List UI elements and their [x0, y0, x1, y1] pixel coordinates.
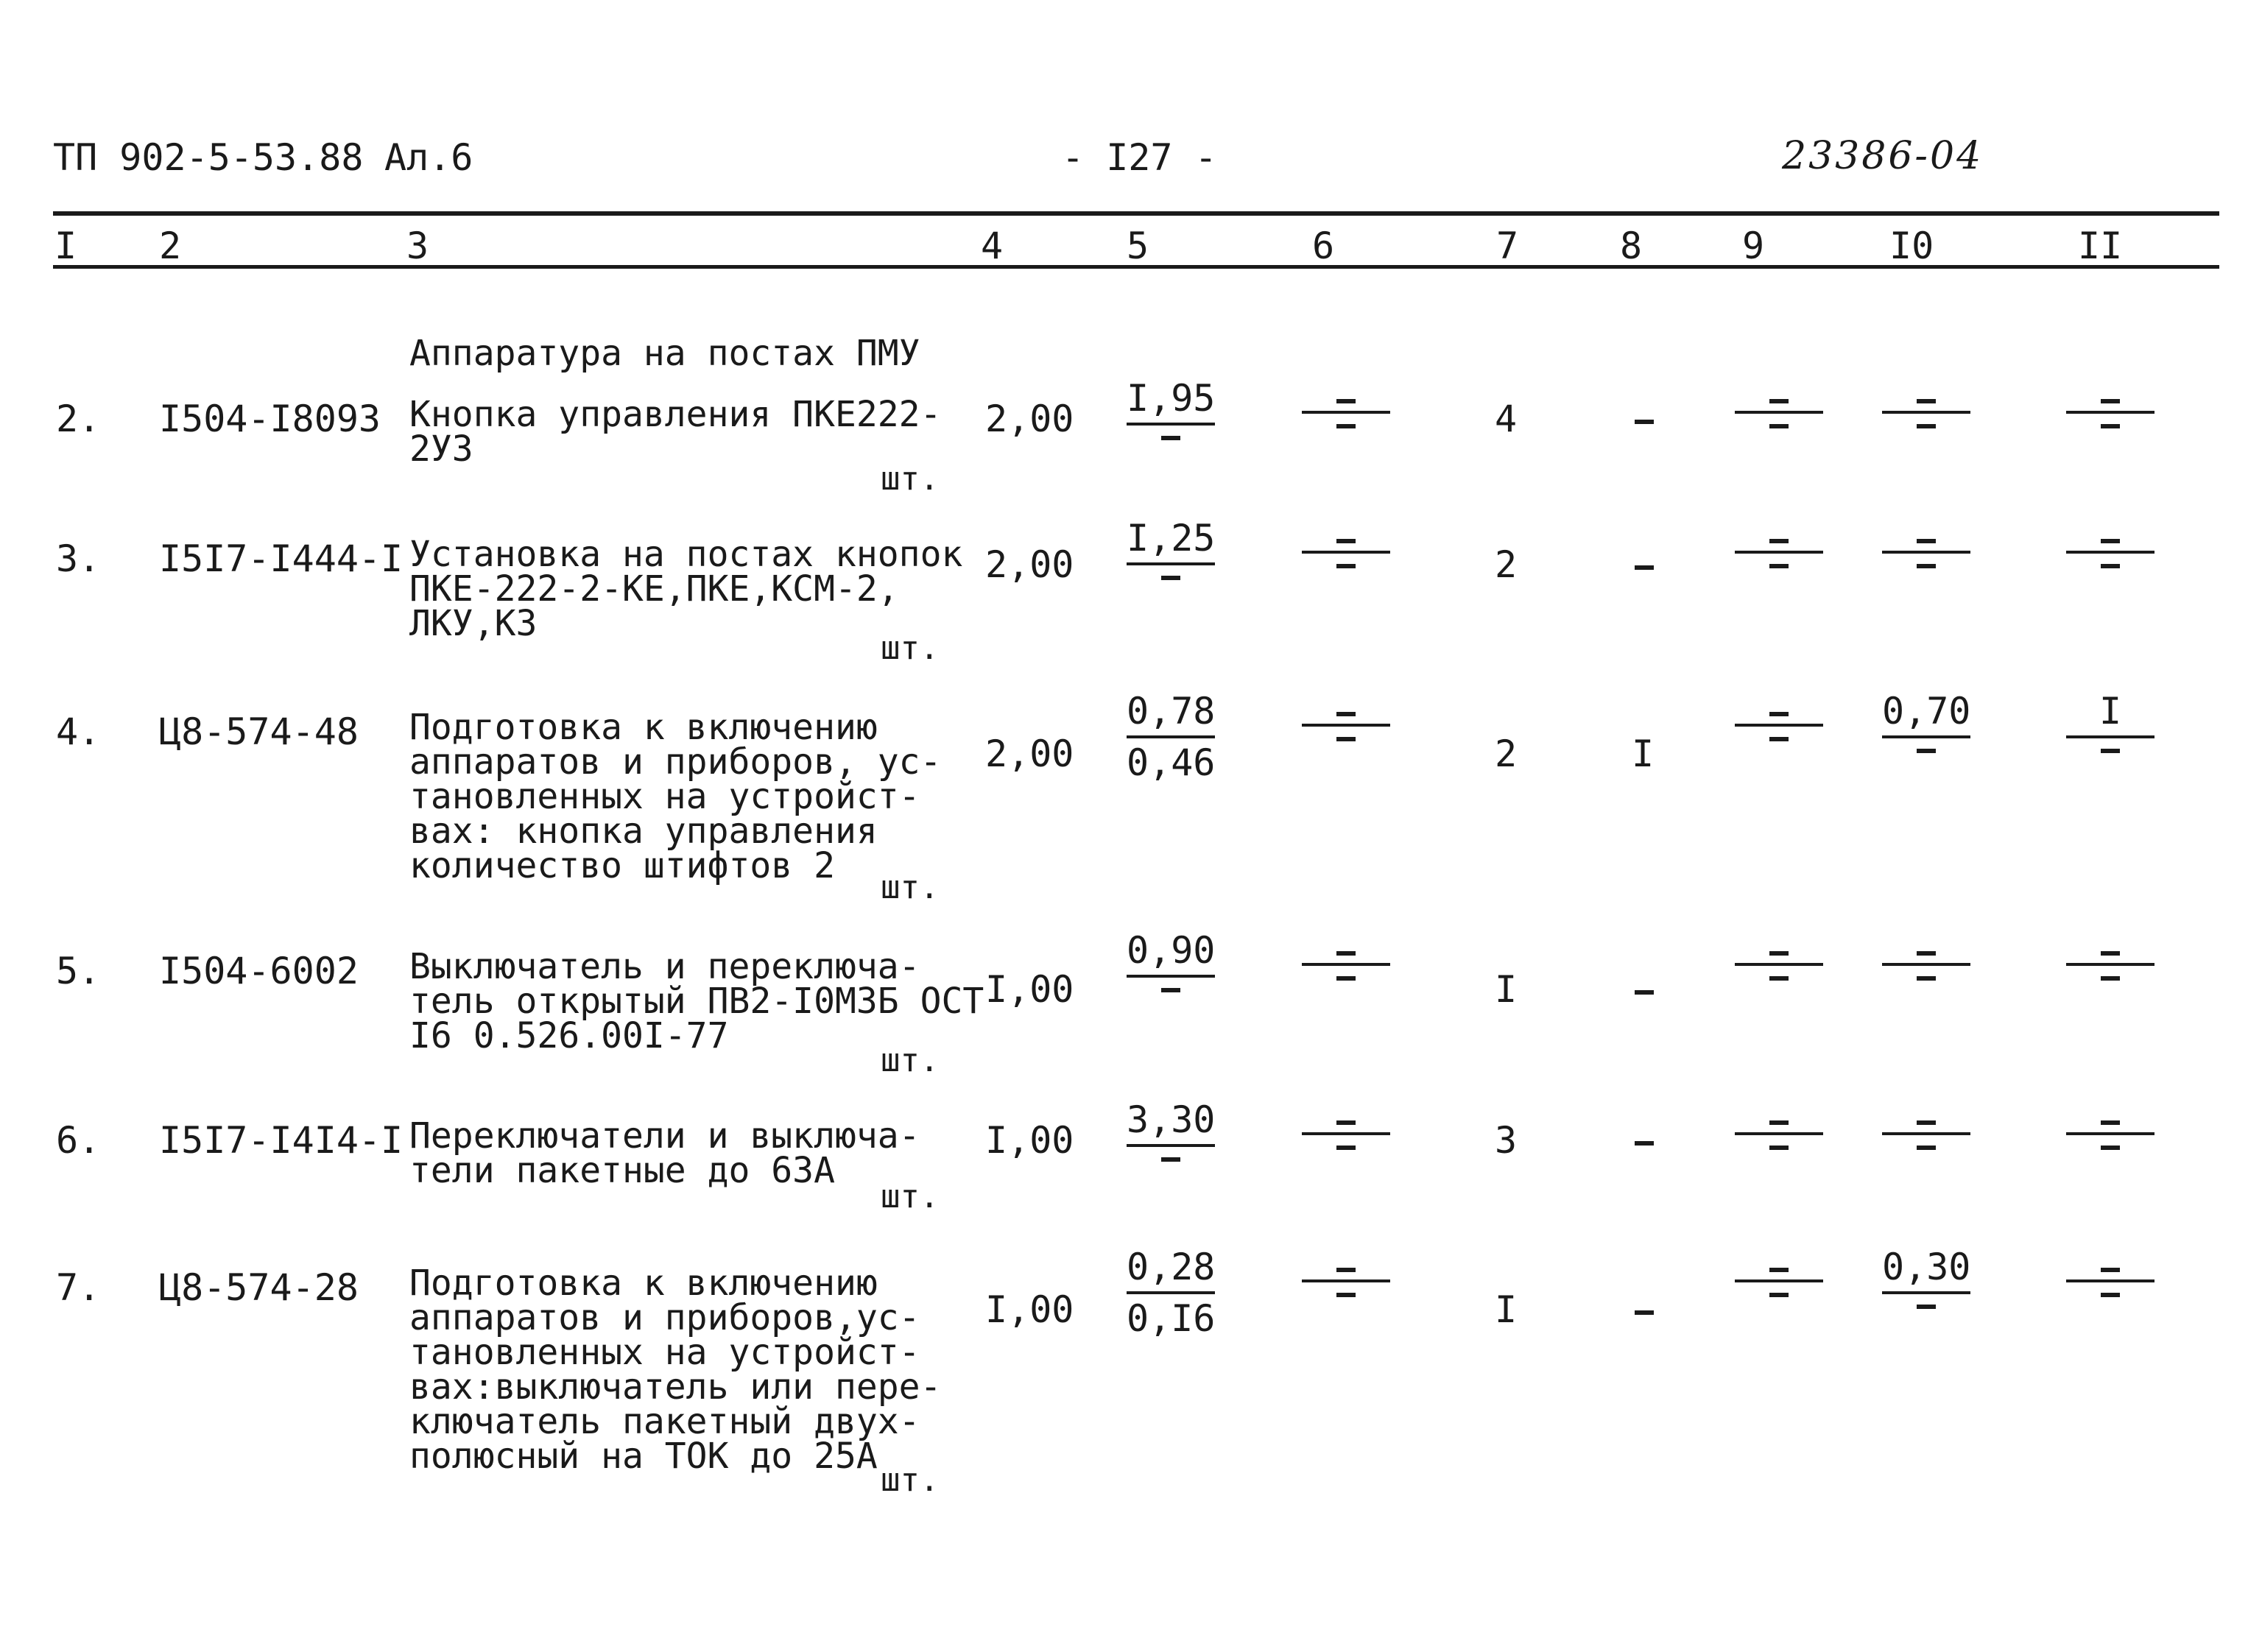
column-6-fraction-numerator — [1302, 396, 1390, 408]
column-11-fraction-fraction-line — [2066, 551, 2154, 554]
column-5-fraction-denominator — [1127, 571, 1215, 593]
column-10-fraction-fraction-line — [1882, 551, 1970, 554]
column-10-fraction-numerator — [1882, 948, 1970, 960]
column-11-fraction-denominator — [2066, 1288, 2154, 1310]
column-number-5: 5 — [1127, 225, 1149, 267]
column-5-fraction-fraction-line — [1127, 1144, 1215, 1147]
column-10-fraction-numerator — [1882, 1118, 1970, 1129]
column-9-fraction — [1735, 377, 1823, 442]
column-5-fraction — [1127, 377, 1215, 453]
column-6-fraction — [1302, 1098, 1390, 1163]
column-9-fraction — [1735, 1098, 1823, 1163]
column-5-fraction — [1127, 1098, 1215, 1175]
column-11-fraction-denominator — [2066, 744, 2154, 766]
unit-label: шт. — [881, 1042, 940, 1079]
column-5-fraction-fraction-line — [1127, 562, 1215, 565]
column-7-value: 4 — [1495, 398, 1518, 440]
rate-code: I504-6002 — [159, 950, 359, 992]
column-5-fraction-fraction-line — [1127, 1291, 1215, 1294]
column-6-fraction-fraction-line — [1302, 411, 1390, 414]
column-5-fraction-numerator: I,25 — [1127, 517, 1216, 560]
column-11-fraction-denominator — [2066, 972, 2154, 994]
column-11-fraction — [2066, 690, 2154, 766]
column-11-fraction-fraction-line — [2066, 735, 2154, 738]
column-9-fraction-numerator — [1735, 948, 1823, 960]
row-number: 4. — [56, 710, 101, 753]
column-8-value — [1635, 1310, 1654, 1315]
column-10-fraction-fraction-line — [1882, 411, 1970, 414]
column-9-fraction — [1735, 517, 1823, 582]
column-9-fraction-numerator — [1735, 396, 1823, 408]
unit-label: шт. — [881, 1461, 940, 1499]
work-description: Установка на постах кнопок ПКЕ-222-2-КЕ,ПКЕ,КСМ-2, ЛКУ,К3 — [409, 534, 963, 644]
unit-label: шт. — [881, 1178, 940, 1215]
column-6-fraction-fraction-line — [1302, 1279, 1390, 1282]
quantity: I,00 — [985, 1288, 1074, 1331]
column-11-fraction-numerator: I — [2099, 690, 2122, 733]
column-6-fraction — [1302, 377, 1390, 442]
quantity: I,00 — [985, 1119, 1074, 1162]
column-9-fraction-fraction-line — [1735, 551, 1823, 554]
row-number: 7. — [56, 1266, 101, 1309]
work-description: Кнопка управления ПКЕ222- 2У3 — [409, 394, 942, 470]
column-11-fraction-numerator — [2066, 1118, 2154, 1129]
column-9-fraction-numerator — [1735, 1265, 1823, 1277]
column-number-7: 7 — [1496, 225, 1519, 267]
work-description: Переключатели и выключа- тели пакетные до 63А — [409, 1115, 920, 1191]
column-9-fraction-denominator — [1735, 420, 1823, 442]
column-10-fraction — [1882, 377, 1970, 442]
column-9-fraction-denominator — [1735, 1141, 1823, 1163]
column-9-fraction — [1735, 929, 1823, 994]
column-9-fraction-fraction-line — [1735, 724, 1823, 727]
column-10-fraction-numerator: 0,70 — [1882, 690, 1971, 733]
column-7-value: I — [1495, 1288, 1518, 1331]
column-6-fraction-denominator — [1302, 1288, 1390, 1310]
album-number: Ал.6 — [384, 136, 473, 179]
column-5-fraction — [1127, 929, 1215, 1006]
column-6-fraction-numerator — [1302, 948, 1390, 960]
column-6-fraction-numerator — [1302, 536, 1390, 548]
column-5-fraction — [1127, 517, 1215, 593]
row-number: 3. — [56, 537, 101, 580]
column-5-fraction-numerator: 0,78 — [1127, 690, 1216, 733]
column-6-fraction-denominator — [1302, 972, 1390, 994]
column-5-fraction — [1127, 690, 1216, 784]
work-description: Выключатель и переключа- тель открытый ПВ2-I0М3Б ОСТ I6 0.526.00I-77 — [409, 946, 984, 1056]
column-11-fraction-numerator — [2066, 948, 2154, 960]
column-number-1: I — [54, 225, 77, 267]
column-number-11: II — [2078, 225, 2123, 267]
column-number-3: 3 — [406, 225, 429, 267]
column-9-fraction-denominator — [1735, 733, 1823, 755]
column-5-fraction-fraction-line — [1127, 975, 1215, 978]
column-8-value — [1635, 990, 1654, 995]
column-10-fraction-fraction-line — [1882, 1291, 1970, 1294]
column-11-fraction-fraction-line — [2066, 1132, 2154, 1135]
quantity: 2,00 — [985, 733, 1074, 775]
rate-code: I504-I8093 — [159, 398, 381, 440]
column-6-fraction-denominator — [1302, 733, 1390, 755]
quantity: 2,00 — [985, 543, 1074, 586]
column-6-fraction — [1302, 1246, 1390, 1310]
column-11-fraction-numerator — [2066, 536, 2154, 548]
header-top-rule — [53, 211, 2219, 216]
column-10-fraction-numerator: 0,30 — [1882, 1246, 1971, 1288]
page-number: - I27 - — [1062, 136, 1217, 179]
column-11-fraction — [2066, 377, 2154, 442]
handwritten-inventory-number: 23386-04 — [1782, 134, 1984, 178]
column-10-fraction — [1882, 517, 1970, 582]
column-11-fraction-numerator — [2066, 1265, 2154, 1277]
column-10-fraction-denominator — [1882, 972, 1970, 994]
column-5-fraction-denominator — [1127, 431, 1215, 453]
column-6-fraction — [1302, 517, 1390, 582]
column-5-fraction-numerator: 3,30 — [1127, 1098, 1216, 1141]
column-number-4: 4 — [981, 225, 1004, 267]
column-5-fraction-denominator: 0,46 — [1127, 741, 1216, 784]
column-6-fraction-denominator — [1302, 420, 1390, 442]
work-description: Подготовка к включению аппаратов и приборов, ус- тановленных на устройст- вах: кнопка управления количество штифтов 2 — [409, 707, 942, 886]
column-6-fraction-numerator — [1302, 1118, 1390, 1129]
column-11-fraction-denominator — [2066, 1141, 2154, 1163]
column-6-fraction-denominator — [1302, 560, 1390, 582]
column-6-fraction-numerator — [1302, 709, 1390, 721]
column-9-fraction — [1735, 690, 1823, 755]
column-9-fraction-denominator — [1735, 972, 1823, 994]
column-11-fraction-fraction-line — [2066, 1279, 2154, 1282]
column-5-fraction-numerator: 0,90 — [1127, 929, 1216, 972]
column-10-fraction-denominator — [1882, 560, 1970, 582]
rate-code: I5I7-I444-I — [159, 537, 404, 580]
column-8-value — [1635, 1141, 1654, 1146]
column-6-fraction-fraction-line — [1302, 724, 1390, 727]
column-5-fraction-fraction-line — [1127, 423, 1215, 426]
column-11-fraction-fraction-line — [2066, 411, 2154, 414]
column-8-value: I — [1632, 733, 1655, 775]
rate-code: Ц8-574-48 — [159, 710, 359, 753]
column-11-fraction-fraction-line — [2066, 963, 2154, 966]
column-5-fraction-denominator: 0,I6 — [1127, 1297, 1216, 1340]
column-9-fraction-numerator — [1735, 1118, 1823, 1129]
column-10-fraction-denominator — [1882, 744, 1970, 766]
unit-label: шт. — [881, 869, 940, 906]
column-7-value: 2 — [1495, 733, 1518, 775]
column-5-fraction-denominator — [1127, 984, 1215, 1006]
column-6-fraction-fraction-line — [1302, 963, 1390, 966]
column-6-fraction — [1302, 929, 1390, 994]
column-9-fraction-fraction-line — [1735, 963, 1823, 966]
document-code: ТП 902-5-53.88 — [53, 136, 364, 179]
column-9-fraction-numerator — [1735, 536, 1823, 548]
row-number: 6. — [56, 1119, 101, 1162]
row-number: 2. — [56, 398, 101, 440]
column-7-value: 2 — [1495, 543, 1518, 586]
column-5-fraction-numerator: I,95 — [1127, 377, 1216, 420]
column-6-fraction-fraction-line — [1302, 551, 1390, 554]
column-10-fraction-fraction-line — [1882, 735, 1970, 738]
column-5-fraction-numerator: 0,28 — [1127, 1246, 1216, 1288]
column-6-fraction — [1302, 690, 1390, 755]
column-10-fraction-denominator — [1882, 420, 1970, 442]
rate-code: Ц8-574-28 — [159, 1266, 359, 1309]
section-title: Аппаратура на постах ПМУ — [409, 333, 920, 374]
quantity: I,00 — [985, 968, 1074, 1011]
column-10-fraction-denominator — [1882, 1300, 1970, 1322]
column-6-fraction-numerator — [1302, 1265, 1390, 1277]
column-9-fraction-denominator — [1735, 1288, 1823, 1310]
column-6-fraction-denominator — [1302, 1141, 1390, 1163]
column-7-value: 3 — [1495, 1119, 1518, 1162]
column-7-value: I — [1495, 968, 1518, 1011]
column-11-fraction — [2066, 929, 2154, 994]
unit-label: шт. — [881, 460, 940, 498]
column-5-fraction — [1127, 1246, 1216, 1340]
column-11-fraction — [2066, 1098, 2154, 1163]
column-9-fraction-fraction-line — [1735, 1132, 1823, 1135]
column-11-fraction — [2066, 1246, 2154, 1310]
column-9-fraction-denominator — [1735, 560, 1823, 582]
column-10-fraction — [1882, 1098, 1970, 1163]
column-10-fraction-denominator — [1882, 1141, 1970, 1163]
column-11-fraction-numerator — [2066, 396, 2154, 408]
column-9-fraction — [1735, 1246, 1823, 1310]
column-11-fraction-denominator — [2066, 560, 2154, 582]
row-number: 5. — [56, 950, 101, 992]
column-9-fraction-fraction-line — [1735, 411, 1823, 414]
column-9-fraction-numerator — [1735, 709, 1823, 721]
column-6-fraction-fraction-line — [1302, 1132, 1390, 1135]
quantity: 2,00 — [985, 398, 1074, 440]
unit-label: шт. — [881, 629, 940, 667]
column-number-9: 9 — [1742, 225, 1765, 267]
column-5-fraction-denominator — [1127, 1153, 1215, 1175]
column-8-value — [1635, 565, 1654, 570]
column-10-fraction-fraction-line — [1882, 963, 1970, 966]
column-8-value — [1635, 420, 1654, 424]
column-number-8: 8 — [1620, 225, 1643, 267]
rate-code: I5I7-I4I4-I — [159, 1119, 404, 1162]
column-10-fraction-numerator — [1882, 536, 1970, 548]
column-number-6: 6 — [1312, 225, 1335, 267]
column-10-fraction — [1882, 1246, 1970, 1322]
column-10-fraction — [1882, 690, 1970, 766]
work-description: Подготовка к включению аппаратов и приборов,ус- тановленных на устройст- вах:выключатель или пере- ключатель пакетный двух- полюсный на ТОК до 25А — [409, 1263, 942, 1477]
column-10-fraction — [1882, 929, 1970, 994]
column-number-10: I0 — [1889, 225, 1934, 267]
column-10-fraction-numerator — [1882, 396, 1970, 408]
column-11-fraction-denominator — [2066, 420, 2154, 442]
column-5-fraction-fraction-line — [1127, 735, 1215, 738]
column-number-2: 2 — [159, 225, 182, 267]
column-9-fraction-fraction-line — [1735, 1279, 1823, 1282]
column-10-fraction-fraction-line — [1882, 1132, 1970, 1135]
column-11-fraction — [2066, 517, 2154, 582]
